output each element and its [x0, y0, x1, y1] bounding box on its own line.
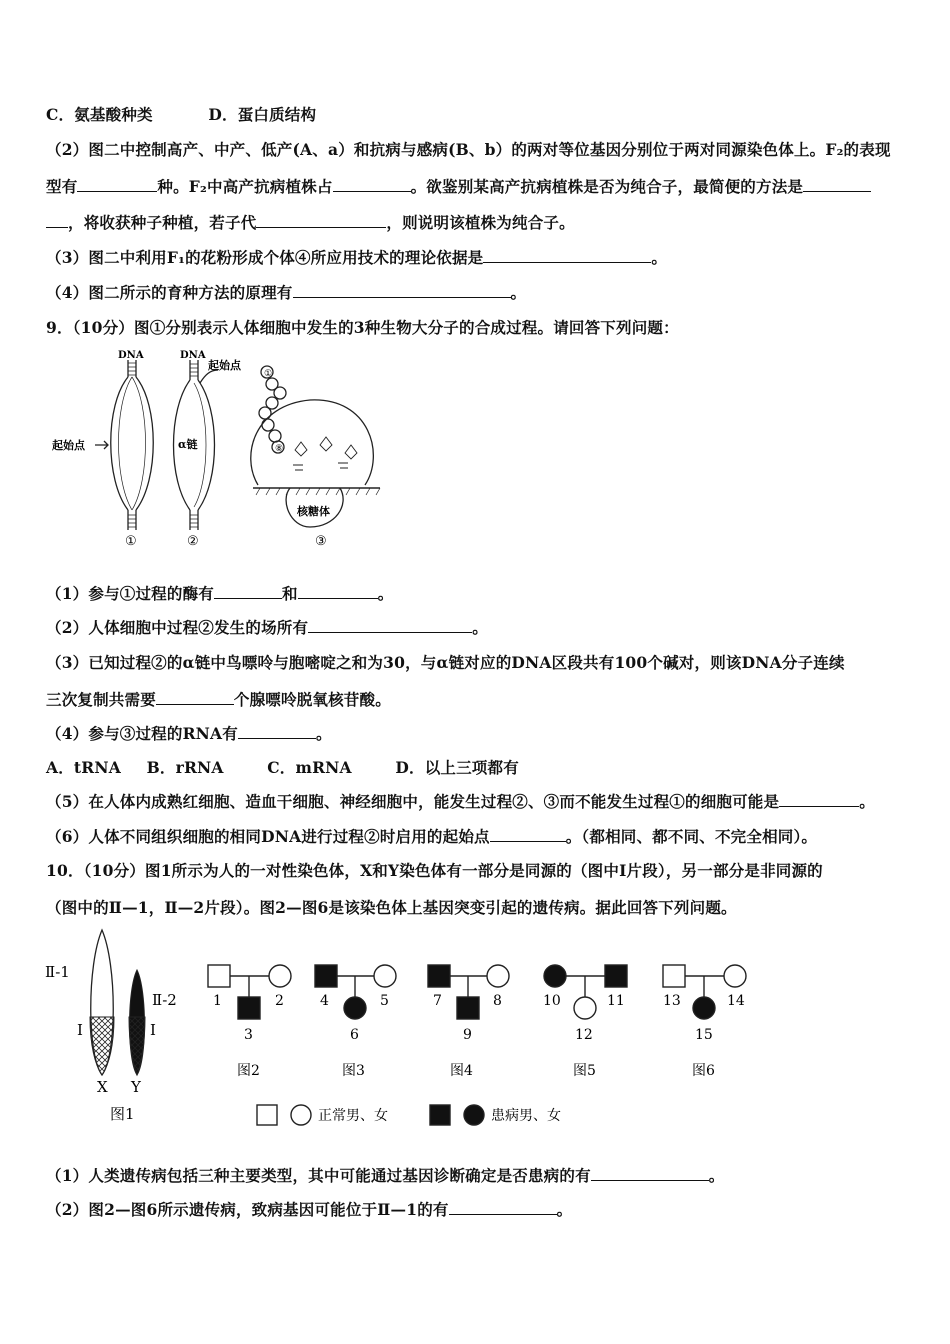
individual-number: 1 — [213, 993, 222, 1009]
answer-blank[interactable] — [490, 827, 566, 842]
x-homologous-segment — [90, 1017, 114, 1075]
figure1-caption: 图1 — [110, 1105, 135, 1123]
individual-number: 10 — [543, 993, 561, 1009]
individual-number: 3 — [244, 1027, 253, 1043]
label-y: Y — [131, 1078, 141, 1096]
alpha-chain-label: α链 — [178, 438, 198, 451]
individual-number: 2 — [275, 993, 284, 1009]
circle-label: ⑧ — [275, 444, 284, 454]
label-ii2: Ⅱ-2 — [152, 991, 177, 1009]
individual-number: 12 — [575, 1027, 593, 1043]
answer-blank[interactable] — [308, 618, 472, 633]
figure3-caption: 图3 — [342, 1063, 365, 1079]
q8-part2-line2: 型有 种。F₂中高产抗病植株占 。欲鉴别某高产抗病植株是否为纯合子，最简便的方法是 — [46, 175, 910, 197]
q8-option-c: C．氨基酸种类 — [46, 105, 153, 124]
individual-number: 14 — [727, 993, 745, 1009]
individual-number: 6 — [350, 1027, 359, 1043]
answer-blank[interactable] — [298, 584, 378, 599]
q10-part2: （2）图2—图6所示遗传病，致病基因可能位于Ⅱ—1的有 。 — [46, 1200, 573, 1219]
dna-label: DNA — [118, 350, 144, 361]
q9-option-c: C．mRNA — [267, 758, 352, 777]
label-x: X — [97, 1078, 108, 1096]
q9-option-b: B．rRNA — [146, 758, 224, 777]
q8-part2-line1: （2）图二中控制高产、中产、低产(A、a）和抗病与感病(B、b）的两对等位基因分别位于两对同源染色体上。F₂的表现 — [46, 140, 891, 159]
q10-stem-line2: （图中的Ⅱ—1，Ⅱ—2片段）。图2—图6是该染色体上基因突变引起的遗传病。据此回答下列问题。 — [46, 898, 737, 917]
label-i: Ⅰ — [77, 1021, 83, 1039]
q9-part6: （6）人体不同组织细胞的相同DNA进行过程②时启用的起始点 。（都相同、都不同、不完全相同）。 — [46, 827, 818, 846]
individual-number: 4 — [320, 993, 329, 1009]
legend-ill-label: 患病男、女 — [491, 1108, 561, 1124]
origin-label: 起始点 — [52, 439, 85, 452]
answer-blank[interactable] — [214, 584, 282, 599]
figure5-caption: 图5 — [573, 1063, 596, 1079]
individual-number: 9 — [463, 1027, 472, 1043]
figure-number: ③ — [315, 534, 327, 549]
q9-part5: （5）在人体内成熟红细胞、造血干细胞、神经细胞中，能发生过程②、③而不能发生过程①的细胞可能是 。 — [46, 792, 875, 811]
answer-blank[interactable] — [591, 1166, 709, 1181]
individual-number: 7 — [433, 993, 442, 1009]
q9-part2: （2）人体细胞中过程②发生的场所有 。 — [46, 618, 488, 637]
label-ii1: Ⅱ-1 — [45, 963, 70, 981]
answer-blank[interactable] — [77, 177, 157, 192]
individual-number: 15 — [695, 1027, 713, 1043]
answer-blank[interactable] — [156, 690, 234, 705]
q9-option-a: A．tRNA — [46, 758, 121, 777]
legend-normal-label: 正常男、女 — [318, 1108, 388, 1124]
answer-blank[interactable] — [256, 213, 386, 228]
answer-blank[interactable] — [803, 177, 871, 192]
q10-figure — [45, 925, 765, 1135]
answer-blank[interactable] — [293, 283, 511, 298]
answer-blank[interactable] — [238, 724, 316, 739]
figure6-caption: 图6 — [692, 1063, 715, 1079]
q9-figure — [50, 345, 390, 550]
q8-part4: （4）图二所示的育种方法的原理有 。 — [46, 283, 527, 302]
individual-number: 13 — [663, 993, 681, 1009]
q8-part2-line3: ，将收获种子种植，若子代 ，则说明该植株为纯合子。 — [46, 211, 910, 233]
q8-option-d: D．蛋白质结构 — [208, 105, 317, 124]
q9-option-d: D．以上三项都有 — [395, 758, 519, 777]
q9-part3-line1: （3）已知过程②的α链中鸟嘌呤与胞嘧啶之和为30，与α链对应的DNA区段共有100个碱对，则该DNA分子连续 — [46, 653, 845, 672]
label-i: Ⅰ — [150, 1021, 156, 1039]
q10-stem-line1: 10．（10分）图1所示为人的一对性染色体，X和Y染色体有一部分是同源的（图中Ⅰ片段），另一部分是非同源的 — [46, 861, 823, 880]
individual-number: 5 — [380, 993, 389, 1009]
q9-part1: （1）参与①过程的酶有 和 。 — [46, 584, 394, 603]
answer-blank[interactable] — [449, 1200, 557, 1215]
figure-number: ② — [187, 534, 199, 549]
answer-blank[interactable] — [779, 792, 859, 807]
individual-number: 8 — [493, 993, 502, 1009]
q9-options — [46, 756, 910, 778]
answer-blank[interactable] — [333, 177, 411, 192]
answer-blank[interactable] — [46, 213, 68, 228]
figure-number: ① — [125, 534, 137, 549]
figure2-caption: 图2 — [237, 1063, 260, 1079]
q9-part3-line2: 三次复制共需要 个腺嘌呤脱氧核苷酸。 — [46, 690, 391, 709]
y-homologous-segment — [129, 1017, 145, 1075]
q9-part4: （4）参与③过程的RNA有 。 — [46, 724, 332, 743]
q9-stem: 9．（10分）图①分别表示人体细胞中发生的3种生物大分子的合成过程。请回答下列问题： — [46, 318, 679, 337]
q10-part1: （1）人类遗传病包括三种主要类型，其中可能通过基因诊断确定是否患病的有 。 — [46, 1166, 725, 1185]
origin-label: 起始点 — [208, 359, 241, 372]
answer-blank[interactable] — [483, 248, 651, 263]
figure4-caption: 图4 — [450, 1063, 473, 1079]
individual-number: 11 — [607, 993, 625, 1009]
circle-label: ① — [264, 369, 273, 379]
dna-label: DNA — [180, 350, 206, 361]
q8-options — [46, 103, 910, 125]
q8-part3: （3）图二中利用F₁的花粉形成个体④所应用技术的理论依据是 。 — [46, 248, 668, 267]
ribosome-label: 核糖体 — [297, 505, 330, 518]
